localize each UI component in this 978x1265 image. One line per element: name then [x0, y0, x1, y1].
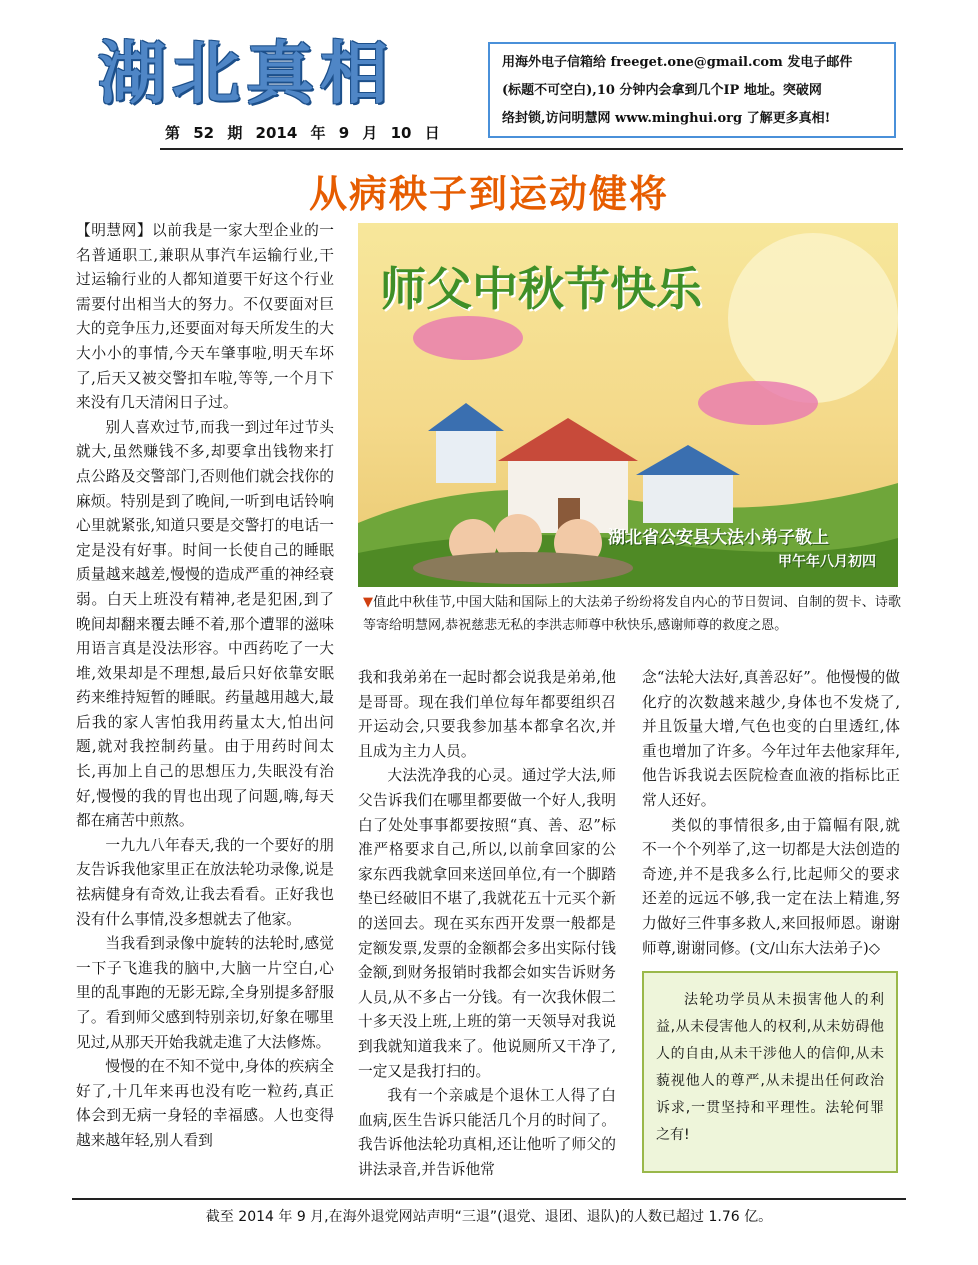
header-divider — [160, 148, 903, 150]
paragraph: 大法洗净我的心灵。通过学大法,师父告诉我们在哪里都要做一个好人,我明白了处处事事都要按照“真、善、忍”标准严格要求自己,所以,以前拿回家的公家东西我就拿回来送回单位,有一个脚踏垫已经破旧不堪了,我就花五十元买个新的送回去。现在买东西开发票一般都是定额发票,发票的金额都会多出实际付钱金额,到财务报销时我都会如实告诉财务人员,从不多占一分钱。有一次我休假二十多天没上班,上班的第一天领导对我说到我就知道我来了。他说厕所又干净了,一定又是我打扫的。 — [358, 767, 616, 1080]
info-line-2: (标题不可空白),10 分钟内会拿到几个IP 地址。突破网 — [502, 83, 822, 98]
paragraph: 我和我弟弟在一起时都会说我是弟弟,他是哥哥。现在我们单位每年都要组织召开运动会,只要我参加基本都拿名次,并且成为主力人员。 — [358, 669, 616, 760]
mid-autumn-greeting-image — [358, 223, 898, 587]
issue-date: 第 52 期 2014 年 9 月 10 日 — [165, 124, 440, 142]
article-column-2 — [358, 666, 616, 1182]
article-column-3 — [642, 666, 900, 961]
photo-caption — [363, 591, 901, 637]
paragraph: 一九九八年春天,我的一个要好的朋友告诉我他家里正在放法轮功录像,说是祛病健身有奇效,让我去看看。正好我也没有什么事情,没多想就去了他家。 — [76, 836, 334, 928]
article-headline: 从病秧子到运动健将 — [308, 172, 669, 216]
quote-box — [642, 971, 898, 1173]
greeting-banner: 师父中秋节快乐 — [380, 262, 702, 316]
quote-text: 法轮功学员从未损害他人的利益,从未侵害他人的权利,从未妨碍他人的自由,从未干涉他人的信仰,从未藐视他人的尊严,从未提出任何政治诉求,一贯坚持和平理性。法轮何罪之有! — [656, 992, 884, 1143]
paragraph: 【明慧网】以前我是一家大型企业的一名普通职工,兼职从事汽车运输行业,干过运输行业的人都知道要干好这个行业需要付出相当大的努力。不仅要面对巨大的竞争压力,还要面对每天所发生的大大小小的事情,今天车肇事啦,明天车坏了,后天又被交警扣车啦,等等,一个月下来没有几天清闲日子过。 — [76, 222, 334, 412]
footer-divider — [72, 1198, 906, 1200]
info-box — [488, 42, 896, 138]
caption-text: 值此中秋佳节,中国大陆和国际上的大法弟子纷纷将发自内心的节日贺词、自制的贺卡、诗歌等寄给明慧网,恭祝慈悲无私的李洪志师尊中秋快乐,感谢师尊的救度之恩。 — [363, 595, 901, 633]
info-line-1: 用海外电子信箱给 freeget.one@gmail.com 发电子邮件 — [502, 55, 853, 70]
masthead-title: 湖北真相 — [98, 35, 395, 114]
paragraph: 我有一个亲戚是个退休工人得了白血病,医生告诉只能活几个月的时间了。我告诉他法轮功真相,还让他听了师父的讲法录音,并告诉他常 — [358, 1087, 616, 1178]
paragraph: 念“法轮大法好,真善忍好”。他慢慢的做化疗的次数越来越少,身体也不发烧了,并且饭量大增,气色也变的白里透红,体重也增加了许多。今年过年去他家拜年,他告诉我说去医院检查血液的指标比正常人还好。 — [642, 669, 900, 809]
greeting-date: 甲午年八月初四 — [778, 554, 876, 570]
paragraph: 慢慢的在不知不觉中,身体的疾病全好了,十几年来再也没有吃一粒药,真正体会到无病一身轻的幸福感。人也变得越来越年轻,别人看到 — [76, 1058, 334, 1149]
footer-notice: 截至 2014 年 9 月,在海外退党网站声明“三退”(退党、退团、退队)的人数已超过 1.76 亿。 — [205, 1209, 773, 1225]
paragraph: 当我看到录像中旋转的法轮时,感觉一下子飞進我的脑中,大脑一片空白,心里的乱事跑的无影无踪,全身别提多舒服了。看到师父感到特别亲切,好象在哪里见过,从那天开始我就走進了大法修炼。 — [76, 935, 334, 1051]
caption-marker-icon: ▼ — [363, 595, 374, 610]
paragraph: 类似的事情很多,由于篇幅有限,就不一个个列举了,这一切都是大法创造的奇迹,并不是我多么行,比起师父的要求还差的远远不够,我一定在法上精進,努力做好三件事多救人,来回报师恩。谢谢师尊,谢谢同修。(文/山东大法弟子)◇ — [642, 816, 900, 957]
article-column-1 — [76, 219, 334, 1154]
info-line-3: 络封锁,访问明慧网 www.minghui.org 了解更多真相! — [502, 111, 831, 126]
paragraph: 别人喜欢过节,而我一到过年过节头就大,虽然赚钱不多,却要拿出钱物来打点公路及交警部门,否则他们就会找你的麻烦。特别是到了晚间,一听到电话铃响心里就紧张,知道只要是交警打的电话一定是没有好事。时间一长使自己的睡眠质量越来越差,慢慢的造成严重的神经衰弱。白天上班没有精神,老是犯困,到了晚间却翻来覆去睡不着,那个遭罪的滋味用语言真是没法形容。中西药吃了一大堆,效果却是不理想,最后只好依靠安眠药来维持短暂的睡眠。药量越用越大,最后我的家人害怕我用药量太大,怕出问题,就对我控制药量。由于用药时间太长,再加上自己的思想压力,失眠没有治好,慢慢的我的胃也出现了问题,嗨,每天都在痛苦中煎熬。 — [76, 418, 334, 830]
greeting-signature: 湖北省公安县大法小弟子敬上 — [608, 528, 829, 548]
